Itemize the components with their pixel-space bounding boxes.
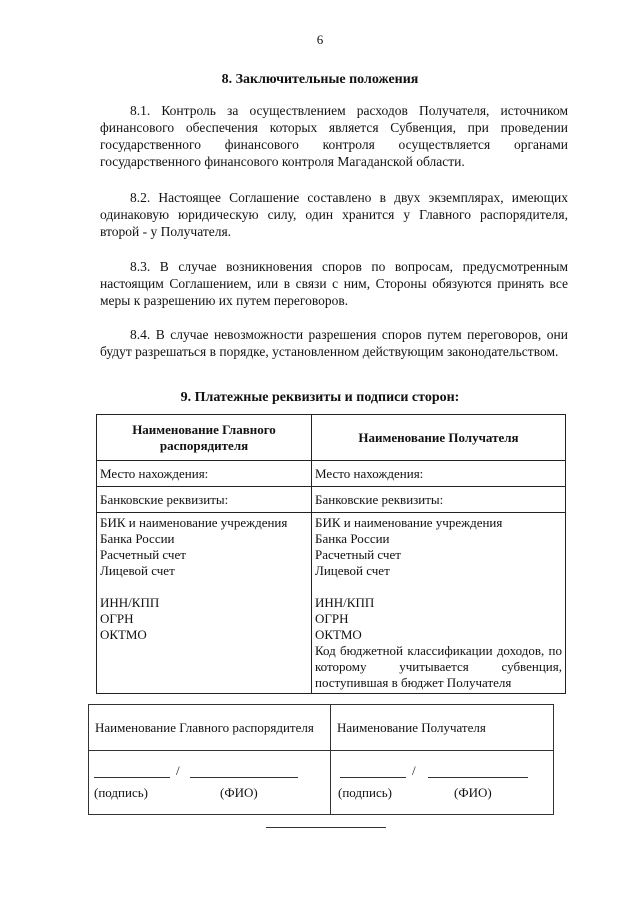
section-8-title: 8. Заключительные положения [221,72,419,87]
right-inn: ИНН/КПП [315,595,375,610]
requisites-table [96,414,566,694]
right-budget-code: Код бюджетной классификации доходов, по которому учитывается субвенция, поступившая в бюджет Получателя [315,643,562,690]
sig-right-slash: / [412,763,416,778]
paragraph-8-1: 8.1. Контроль за осуществлением расходов Получателя, источником финансового обеспечения которых является Субвенция, при проведении государственного финансового контроля осуществляется органами государственного финансового контроля Магаданской области. [100,103,568,169]
sig-left-title: Наименование Главного распорядителя [89,705,331,751]
sig-left-label: (подпись) [94,785,148,800]
left-header: Наименование Главного распорядителя [97,415,312,461]
right-account: Расчетный счет [315,547,401,562]
left-location: Место нахождения: [97,461,312,487]
left-ogrn: ОГРН [100,611,134,626]
right-requisites [312,513,566,694]
sig-right-title: Наименование Получателя [331,705,554,751]
fio-right-label: (ФИО) [454,785,492,800]
right-bank-russia: Банка России [315,531,390,546]
sig-right-line [340,763,406,778]
left-bank-russia: Банка России [100,531,175,546]
left-bank-details: Банковские реквизиты: [97,487,312,513]
left-oktmo: ОКТМО [100,627,147,642]
sig-left-line [94,763,170,778]
left-bik: БИК и наименование учреждения [100,515,288,530]
sig-right-label: (подпись) [338,785,392,800]
paragraph-8-4: 8.4. В случае невозможности разрешения споров путем переговоров, они будут разрешаться в порядке, установленном действующим законодательством. [100,327,568,359]
left-inn: ИНН/КПП [100,595,160,610]
right-personal-account: Лицевой счет [315,563,390,578]
sig-left-slash: / [176,763,180,778]
right-location: Место нахождения: [312,461,566,487]
sig-right-cell [331,751,554,815]
left-requisites [97,513,312,694]
right-ogrn: ОГРН [315,611,349,626]
right-bank-details: Банковские реквизиты: [312,487,566,513]
right-oktmo: ОКТМО [315,627,362,642]
footer-divider [266,827,386,828]
fio-left-line [190,763,298,778]
right-header: Наименование Получателя [312,415,566,461]
right-bik: БИК и наименование учреждения [315,515,503,530]
fio-right-line [428,763,528,778]
left-personal-account: Лицевой счет [100,563,175,578]
paragraph-8-3: 8.3. В случае возникновения споров по вопросам, предусмотренным настоящим Соглашением, или в связи с ним, Стороны обязуются принять все меры к разрешению их путем переговоров. [100,259,568,308]
paragraph-8-2: 8.2. Настоящее Соглашение составлено в двух экземплярах, имеющих одинаковую юридическую силу, один хранится у Главного распорядителя, второй - у Получателя. [100,190,568,239]
page-number: 6 [316,32,324,47]
left-account: Расчетный счет [100,547,186,562]
signature-table [88,704,554,815]
fio-left-label: (ФИО) [220,785,258,800]
sig-left-cell [89,751,331,815]
section-9-title: 9. Платежные реквизиты и подписи сторон: [180,390,460,405]
